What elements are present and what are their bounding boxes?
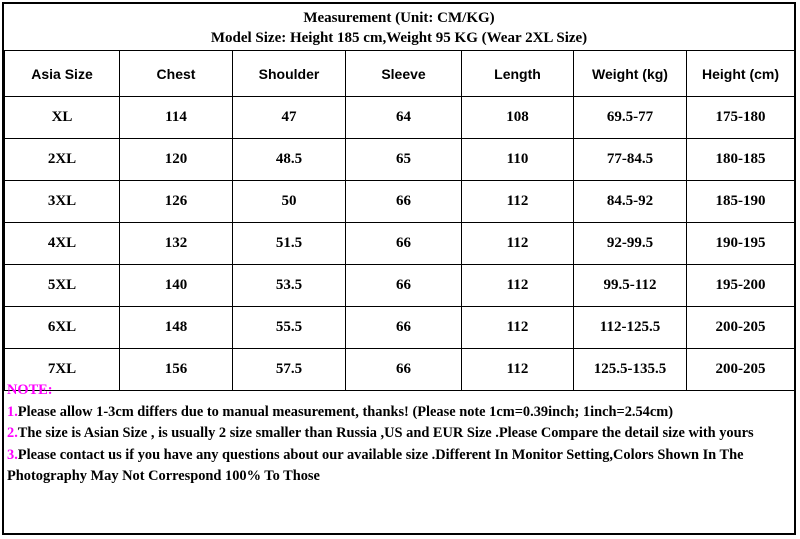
table-cell: 195-200	[687, 265, 795, 307]
table-cell: 66	[346, 181, 462, 223]
table-row	[5, 139, 795, 181]
note-text: Please allow 1-3cm differs due to manual measurement, thanks! (Please note 1cm=0.39inch; 1inch=2.54cm)	[17, 403, 674, 420]
table-cell: 4XL	[5, 223, 120, 265]
table-cell: 112	[462, 181, 574, 223]
table-cell: 53.5	[233, 265, 346, 307]
table-cell: 57.5	[233, 349, 346, 391]
table-row	[5, 223, 795, 265]
notes-section	[7, 380, 793, 488]
table-row	[5, 307, 795, 349]
table-cell: 180-185	[687, 139, 795, 181]
table-cell: 7XL	[5, 349, 120, 391]
table-cell: 50	[233, 181, 346, 223]
table-cell: 77-84.5	[574, 139, 687, 181]
table-cell: 110	[462, 139, 574, 181]
table-cell: 66	[346, 349, 462, 391]
column-header: Sleeve	[346, 51, 462, 97]
table-cell: 175-180	[687, 97, 795, 139]
table-cell: 6XL	[5, 307, 120, 349]
table-cell: 66	[346, 307, 462, 349]
table-cell: 112	[462, 349, 574, 391]
notes-heading: NOTE:	[7, 382, 53, 398]
table-cell: 47	[233, 97, 346, 139]
model-size-info: Model Size: Height 185 cm,Weight 95 KG (Wear 2XL Size)	[210, 30, 588, 46]
table-cell: 99.5-112	[574, 265, 687, 307]
table-cell: 65	[346, 139, 462, 181]
note-item	[7, 445, 793, 488]
size-table	[4, 50, 795, 391]
table-body	[5, 97, 795, 391]
column-header: Height (cm)	[687, 51, 795, 97]
column-header: Length	[462, 51, 574, 97]
table-cell: 125.5-135.5	[574, 349, 687, 391]
note-number: 2.	[7, 425, 18, 441]
table-cell: 112	[462, 307, 574, 349]
note-item	[7, 402, 793, 424]
table-cell: 126	[120, 181, 233, 223]
table-cell: 5XL	[5, 265, 120, 307]
table-cell: 3XL	[5, 181, 120, 223]
table-cell: 156	[120, 349, 233, 391]
table-cell: 114	[120, 97, 233, 139]
table-cell: 112-125.5	[574, 307, 687, 349]
note-number: 3.	[7, 446, 18, 463]
table-cell: 84.5-92	[574, 181, 687, 223]
table-cell: 190-195	[687, 223, 795, 265]
table-row	[5, 97, 795, 139]
table-cell: 64	[346, 97, 462, 139]
table-cell: 2XL	[5, 139, 120, 181]
table-cell: XL	[5, 97, 120, 139]
table-cell: 185-190	[687, 181, 795, 223]
table-cell: 66	[346, 223, 462, 265]
note-number: 1.	[7, 403, 18, 420]
table-cell: 120	[120, 139, 233, 181]
table-header-row	[5, 51, 795, 97]
column-header: Shoulder	[233, 51, 346, 97]
table-cell: 112	[462, 223, 574, 265]
table-cell: 112	[462, 265, 574, 307]
table-cell: 55.5	[233, 307, 346, 349]
table-cell: 48.5	[233, 139, 346, 181]
table-cell: 51.5	[233, 223, 346, 265]
table-cell: 69.5-77	[574, 97, 687, 139]
table-cell: 132	[120, 223, 233, 265]
table-row	[5, 181, 795, 223]
column-header: Weight (kg)	[574, 51, 687, 97]
table-cell: 140	[120, 265, 233, 307]
table-cell: 66	[346, 265, 462, 307]
note-text: The size is Asian Size , is usually 2 size smaller than Russia ,US and EUR Size .Please Compare the detail size with yours	[17, 425, 754, 441]
column-header: Asia Size	[5, 51, 120, 97]
note-text: Please contact us if you have any questions about our available size .Different In Monitor Setting,Colors Shown In The Photography May Not Correspond 100% To Those	[7, 446, 744, 484]
table-cell: 148	[120, 307, 233, 349]
size-chart	[2, 2, 796, 535]
column-header: Chest	[120, 51, 233, 97]
chart-title: Measurement (Unit: CM/KG)	[303, 10, 495, 26]
table-cell: 200-205	[687, 349, 795, 391]
note-item	[7, 423, 793, 445]
table-cell: 200-205	[687, 307, 795, 349]
table-cell: 92-99.5	[574, 223, 687, 265]
table-cell: 108	[462, 97, 574, 139]
table-row	[5, 265, 795, 307]
